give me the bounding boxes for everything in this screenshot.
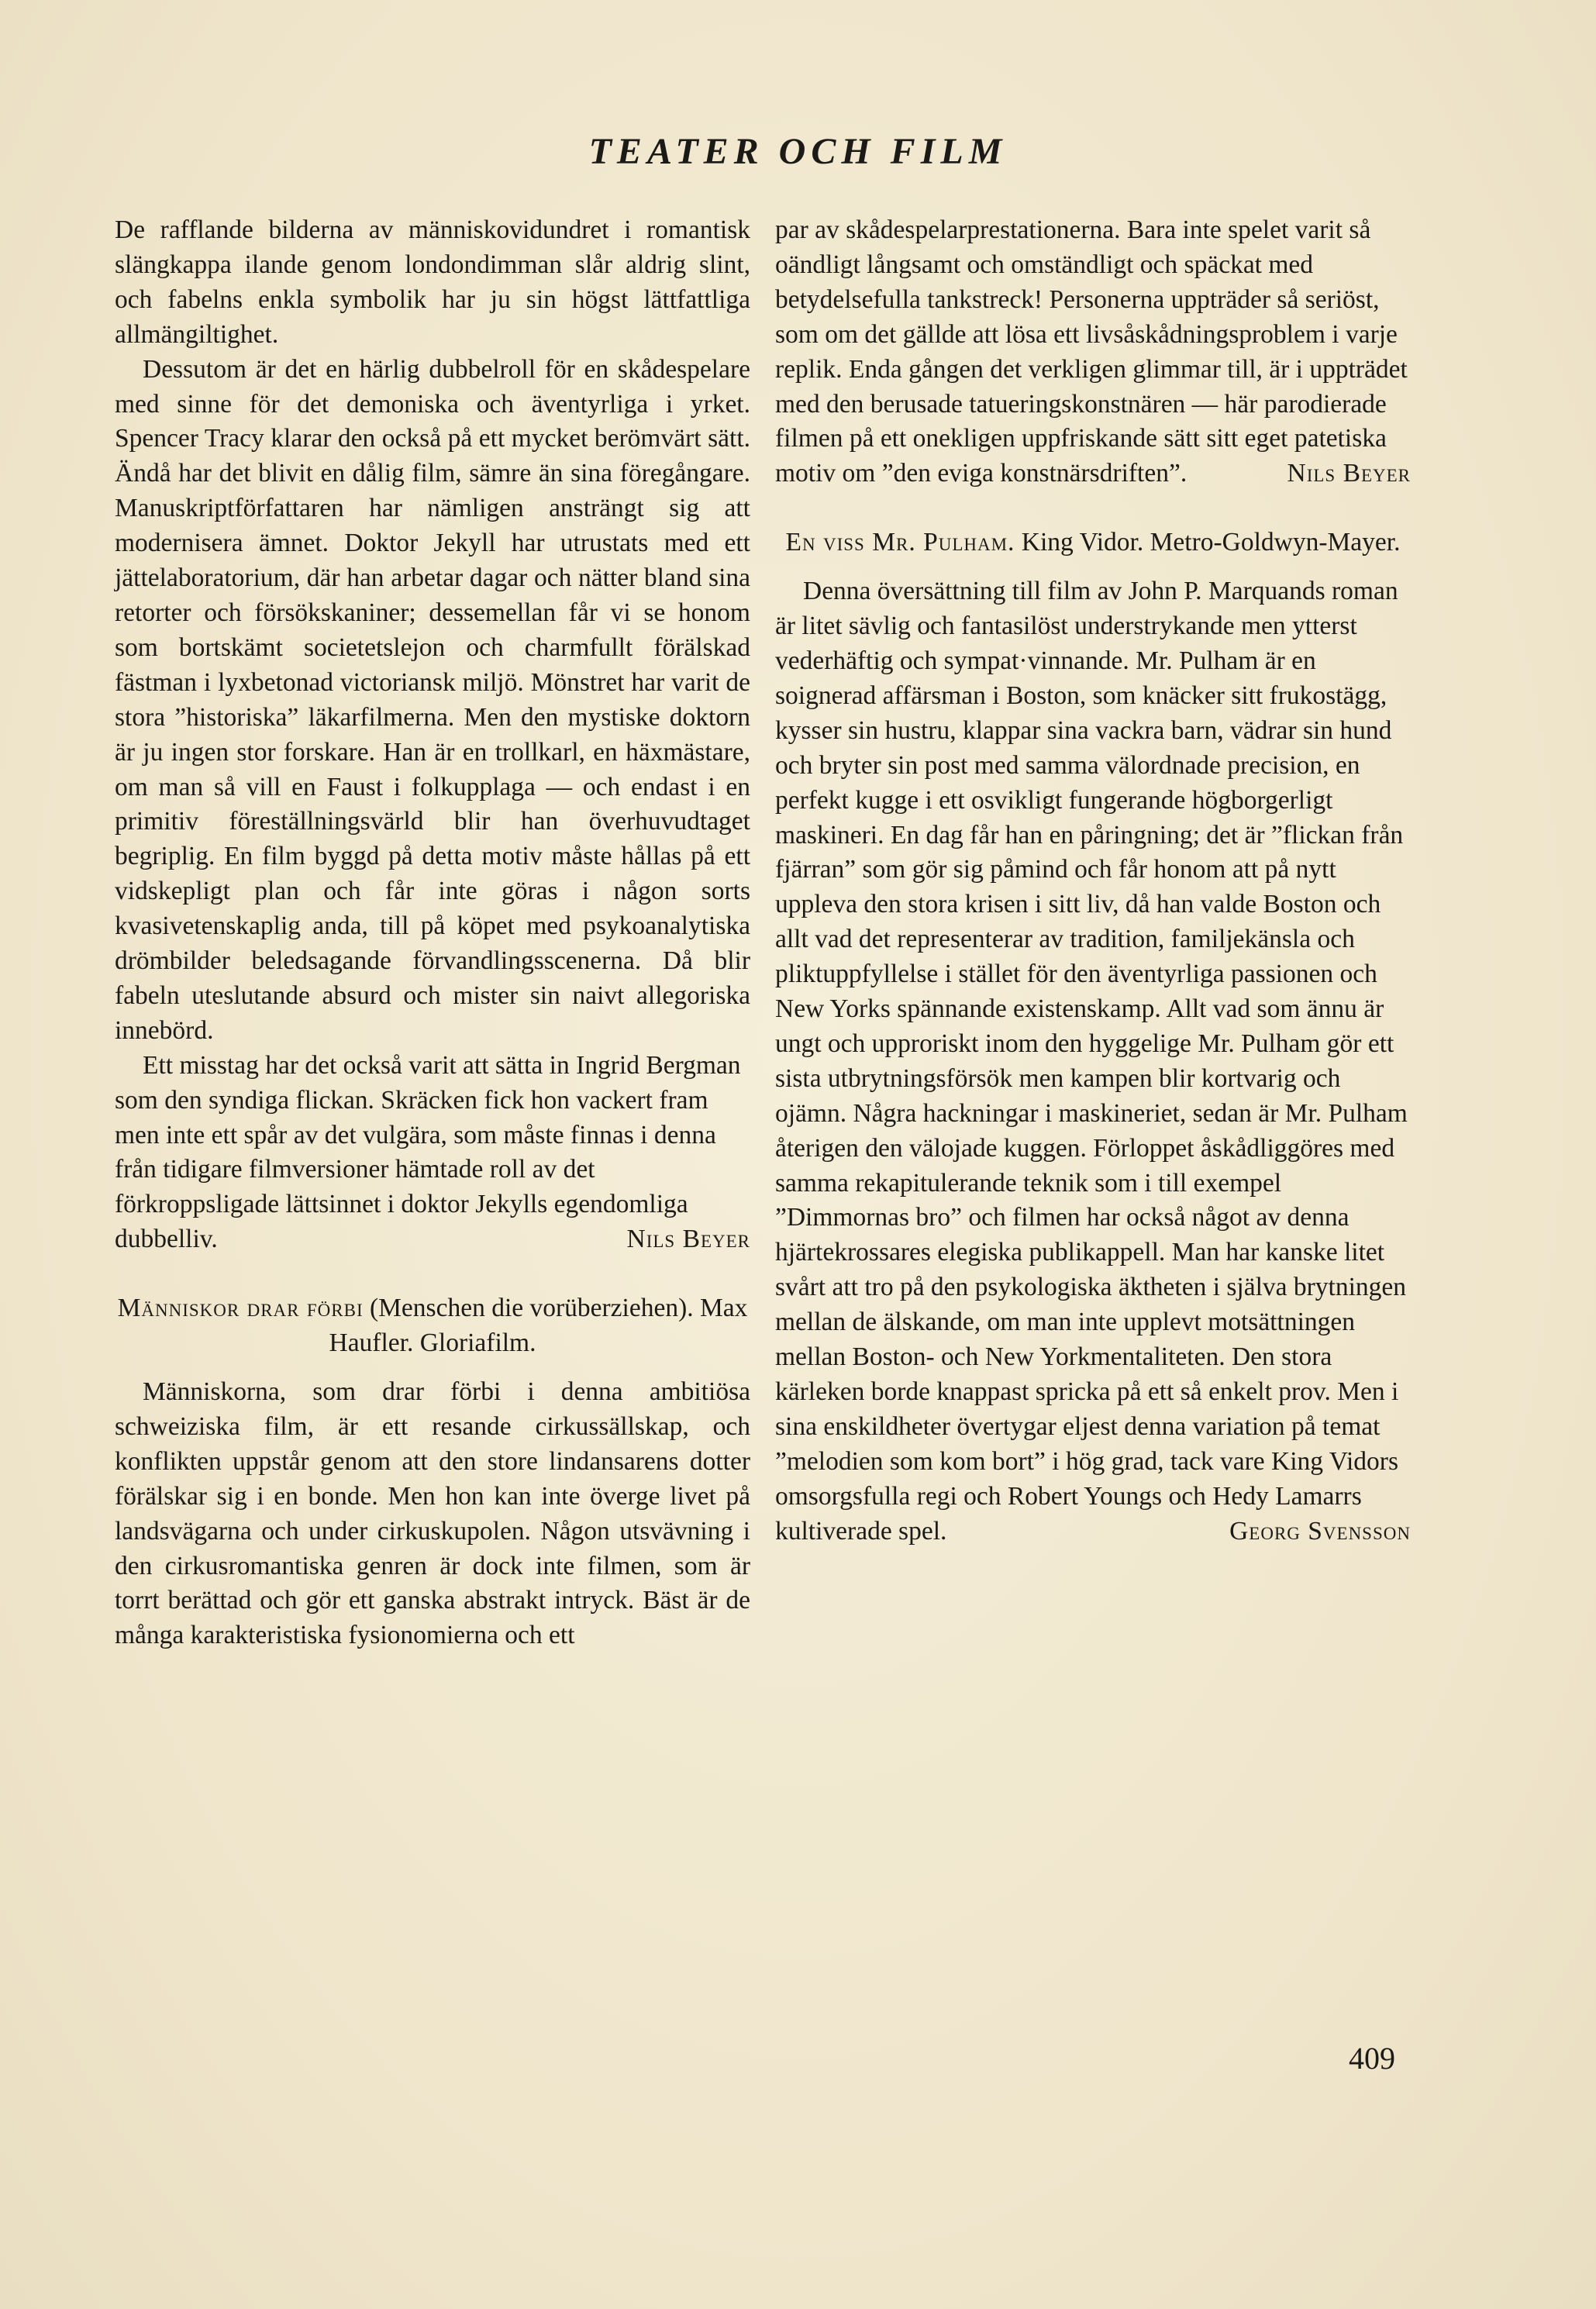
right-column	[775, 213, 1411, 1549]
review2-title-main: Människor drar förbi	[117, 1294, 364, 1323]
review2-signature: Nils Beyer	[1287, 459, 1411, 488]
review3-paragraph-1	[775, 574, 1411, 1549]
page-number: 409	[1349, 2041, 1395, 2076]
review3-title	[775, 526, 1411, 560]
review3-signature: Georg Svensson	[1229, 1516, 1411, 1546]
review3-title-rest: King Vidor. Metro-Goldwyn-Mayer.	[1015, 528, 1401, 557]
running-head: TEATER OCH FILM	[588, 131, 1008, 172]
left-column	[115, 213, 750, 1653]
review3-paragraph-1-text: Denna översättning till film av John P. Marquands roman är litet sävlig och fantasilöst understrykande men ytterst vederhäftig och sympat·vinnande. Mr. Pulham är en soignerad affärsman i Boston, som knäcker sitt frukostägg, kysser sin hustru, klappar sina vackra barn, vädrar sin hund och bryter sin post med samma välordnade precision, en perfekt kugge i ett osvikligt fungerande högborgerligt maskineri. En dag får han en påringning; det är ”flickan från fjärran” som gör sig påmind och får honom att på nytt uppleva den stora krisen i sitt liv, då han valde Boston och allt vad det representerar av tradition, familjekänsla och pliktuppfyllelse i stället för den äventyrliga passionen och New Yorks spännande existenskamp. Allt vad som ännu är ungt och upproriskt inom den hyggelige Mr. Pulham gör ett sista utbrytningsförsök men kampen blir kortvarig och ojämn. Några hackningar i maskineriet, sedan är Mr. Pulham återigen den välojade kuggen. Förloppet åskådliggöres med samma rekapitulerande teknik som i till exempel ”Dimmornas bro” och filmen har också något av denna hjärtekrossares elegiska publikappell. Man har kanske litet svårt att tro på den psykologiska äktheten i själva brytningen mellan de älskande, om man inte upplevt motsättningen mellan Boston- och New Yorkmentaliteten. Den stora kärleken borde knappast spricka på ett så enkelt prov. Men i sina enskildheter övertygar eljest denna variation på temat ”melodien som kom bort” i hög grad, tack vare King Vidors omsorgsfulla regi och Robert Youngs och Hedy Lamarrs kultiverade spel.	[775, 577, 1408, 1546]
review1-paragraph-3	[115, 1049, 750, 1257]
review2-continued-text: par av skådespelarprestationerna. Bara inte spelet varit så oändligt långsamt och omständligt och späckat med betydelsefulla tankstreck! Personerna uppträder så seriöst, som om det gällde att lösa ett livsåskådningsproblem i varje replik. Enda gången det verkligen glimmar till, är i uppträdet med den berusade tatueringskonstnären — här parodierade filmen på ett onekligen uppfriskande sätt sitt eget patetiska motiv om ”den eviga konstnärsdriften”.	[775, 215, 1408, 488]
review1-paragraph-1: De rafflande bilderna av människovidundret i romantisk slängkappa ilande genom londondimman slår aldrig slint, och fabelns enkla symbolik har ju sin högst lättfattliga allmängiltighet.	[115, 215, 750, 349]
review2-title	[115, 1291, 750, 1361]
review3-title-main: En viss Mr. Pulham.	[785, 528, 1015, 557]
review2-continued	[775, 213, 1411, 491]
review1-paragraph-2: Dessutom är det en härlig dubbelroll för en skådespelare med sinne för det demoniska och äventyrliga i yrket. Spencer Tracy klarar den också på ett mycket berömvärt sätt. Ändå har det blivit en dålig film, sämre än sina föregångare. Manuskriptförfattaren har nämligen ansträngt sig att modernisera ämnet. Doktor Jekyll har utrustats med ett jättelaboratorium, där han arbetar dagar och nätter bland sina retorter och försökskaniner; dessemellan får vi se honom som bortskämt societetslejon och charmfullt förälskad fästman i lyxbetonad victoriansk miljö. Mönstret har varit de stora ”historiska” läkarfilmerna. Men den mystiske doktorn är ju ingen stor forskare. Han är en trollkarl, en häxmästare, om man så vill en Faust i folkupplaga — och endast i en primitiv föreställningsvärld blir han överhuvudtaget begriplig. En film byggd på detta motiv måste hållas på ett vidskepligt plan och får inte göras i någon sorts kvasivetenskaplig anda, till på köpet med psykoanalytiska drömbilder beledsagande förvandlingsscenerna. Då blir fabeln uteslutande absurd och mister sin naivt allegoriska innebörd.	[115, 354, 750, 1045]
review2-paragraph-1: Människorna, som drar förbi i denna ambitiösa schweiziska film, är ett resande cirkussällskap, och konflikten uppstår genom att den store lindansarens dotter förälskar sig i en bonde. Men hon kan inte överge livet på landsvägarna och under cirkuskupolen. Någon utsvävning i den cirkusromantiska genren är dock inte filmen, som är torrt berättad och gör ett ganska abstrakt intryck. Bäst är de många karakteristiska fysionomierna och ett	[115, 1377, 750, 1650]
review1-paragraph-3-text: Ett misstag har det också varit att sätta in Ingrid Bergman som den syndiga flickan. Skräcken fick hon vackert fram men inte ett spår av det vulgära, som måste finnas i denna från tidigare filmversioner hämtade roll av det förkroppsligade lättsinnet i doktor Jekylls egendomliga dubbelliv.	[115, 1050, 741, 1254]
review1-signature: Nils Beyer	[626, 1225, 750, 1254]
review2-title-rest: (Menschen die vorüberziehen). Max Haufler. Gloriafilm.	[329, 1294, 748, 1358]
